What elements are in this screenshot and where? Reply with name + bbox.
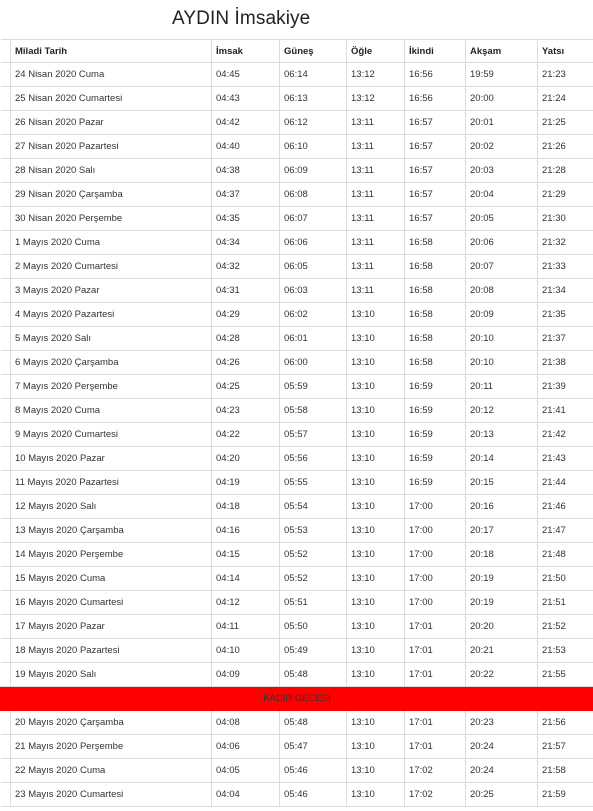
row-lead-cell [1, 639, 11, 663]
row-lead-cell [1, 279, 11, 303]
cell-date: 24 Nisan 2020 Cuma [11, 63, 212, 87]
row-lead-cell [1, 711, 11, 735]
cell-aksam: 20:20 [466, 615, 538, 639]
cell-date: 8 Mayıs 2020 Cuma [11, 399, 212, 423]
cell-yatsi: 21:44 [538, 471, 593, 495]
cell-date: 30 Nisan 2020 Perşembe [11, 207, 212, 231]
cell-gunes: 06:01 [280, 327, 347, 351]
cell-yatsi: 21:58 [538, 759, 593, 783]
cell-ogle: 13:12 [347, 87, 405, 111]
row-lead-cell [1, 615, 11, 639]
table-row [1, 327, 593, 351]
cell-gunes: 05:48 [280, 663, 347, 687]
cell-imsak: 04:08 [212, 711, 280, 735]
table-row [1, 495, 593, 519]
cell-date: 14 Mayıs 2020 Perşembe [11, 543, 212, 567]
cell-date: 1 Mayıs 2020 Cuma [11, 231, 212, 255]
cell-imsak: 04:05 [212, 759, 280, 783]
cell-gunes: 06:03 [280, 279, 347, 303]
imsakiye-table-container [0, 39, 593, 807]
cell-date: 18 Mayıs 2020 Pazartesi [11, 639, 212, 663]
cell-gunes: 06:02 [280, 303, 347, 327]
cell-ogle: 13:10 [347, 735, 405, 759]
cell-imsak: 04:11 [212, 615, 280, 639]
cell-ogle: 13:10 [347, 639, 405, 663]
cell-ogle: 13:10 [347, 591, 405, 615]
row-lead-cell [1, 303, 11, 327]
cell-ogle: 13:10 [347, 711, 405, 735]
cell-date: 28 Nisan 2020 Salı [11, 159, 212, 183]
cell-date: 11 Mayıs 2020 Pazartesi [11, 471, 212, 495]
cell-yatsi: 21:59 [538, 783, 593, 807]
cell-ikindi: 16:59 [405, 447, 466, 471]
cell-imsak: 04:38 [212, 159, 280, 183]
cell-ogle: 13:10 [347, 471, 405, 495]
table-row [1, 759, 593, 783]
cell-aksam: 20:21 [466, 639, 538, 663]
column-header-ikindi: İkindi [405, 40, 466, 63]
cell-date: 3 Mayıs 2020 Pazar [11, 279, 212, 303]
table-row [1, 423, 593, 447]
cell-ikindi: 16:57 [405, 111, 466, 135]
cell-ogle: 13:11 [347, 279, 405, 303]
column-header-aksam: Akşam [466, 40, 538, 63]
table-row [1, 519, 593, 543]
cell-yatsi: 21:26 [538, 135, 593, 159]
cell-yatsi: 21:46 [538, 495, 593, 519]
cell-ikindi: 16:59 [405, 399, 466, 423]
cell-ikindi: 17:02 [405, 759, 466, 783]
cell-ikindi: 17:02 [405, 783, 466, 807]
table-row [1, 279, 593, 303]
cell-yatsi: 21:30 [538, 207, 593, 231]
column-header-ogle: Öğle [347, 40, 405, 63]
cell-ikindi: 16:58 [405, 303, 466, 327]
cell-ikindi: 16:57 [405, 159, 466, 183]
cell-aksam: 20:22 [466, 663, 538, 687]
cell-aksam: 20:17 [466, 519, 538, 543]
cell-yatsi: 21:39 [538, 375, 593, 399]
cell-yatsi: 21:25 [538, 111, 593, 135]
cell-gunes: 06:13 [280, 87, 347, 111]
table-row [1, 447, 593, 471]
table-row [1, 639, 593, 663]
table-row [1, 471, 593, 495]
cell-ogle: 13:11 [347, 231, 405, 255]
table-row [1, 591, 593, 615]
cell-ikindi: 17:00 [405, 591, 466, 615]
cell-gunes: 06:06 [280, 231, 347, 255]
cell-ikindi: 16:58 [405, 255, 466, 279]
row-lead-cell [1, 735, 11, 759]
row-lead-cell [1, 40, 11, 63]
cell-date: 29 Nisan 2020 Çarşamba [11, 183, 212, 207]
cell-gunes: 05:55 [280, 471, 347, 495]
cell-aksam: 20:00 [466, 87, 538, 111]
cell-gunes: 05:53 [280, 519, 347, 543]
cell-imsak: 04:26 [212, 351, 280, 375]
cell-imsak: 04:09 [212, 663, 280, 687]
cell-aksam: 20:16 [466, 495, 538, 519]
cell-imsak: 04:04 [212, 783, 280, 807]
cell-ikindi: 16:58 [405, 231, 466, 255]
cell-ikindi: 16:57 [405, 135, 466, 159]
cell-date: 7 Mayıs 2020 Perşembe [11, 375, 212, 399]
column-header-yatsi: Yatsı [538, 40, 593, 63]
cell-yatsi: 21:52 [538, 615, 593, 639]
cell-yatsi: 21:28 [538, 159, 593, 183]
cell-imsak: 04:06 [212, 735, 280, 759]
cell-gunes: 05:46 [280, 759, 347, 783]
cell-yatsi: 21:53 [538, 639, 593, 663]
cell-imsak: 04:28 [212, 327, 280, 351]
cell-gunes: 05:57 [280, 423, 347, 447]
cell-aksam: 20:19 [466, 591, 538, 615]
table-row [1, 159, 593, 183]
cell-yatsi: 21:38 [538, 351, 593, 375]
cell-ikindi: 17:01 [405, 639, 466, 663]
cell-date: 21 Mayıs 2020 Perşembe [11, 735, 212, 759]
cell-date: 16 Mayıs 2020 Cumartesi [11, 591, 212, 615]
table-row [1, 207, 593, 231]
cell-date: 23 Mayıs 2020 Cumartesi [11, 783, 212, 807]
cell-imsak: 04:42 [212, 111, 280, 135]
table-row [1, 303, 593, 327]
row-lead-cell [1, 255, 11, 279]
cell-gunes: 05:52 [280, 567, 347, 591]
cell-ikindi: 16:57 [405, 207, 466, 231]
cell-ikindi: 16:58 [405, 351, 466, 375]
cell-ikindi: 16:59 [405, 375, 466, 399]
row-lead-cell [1, 327, 11, 351]
cell-ogle: 13:10 [347, 615, 405, 639]
cell-ogle: 13:10 [347, 327, 405, 351]
table-row [1, 711, 593, 735]
cell-date: 22 Mayıs 2020 Cuma [11, 759, 212, 783]
table-row [1, 567, 593, 591]
cell-imsak: 04:16 [212, 519, 280, 543]
row-lead-cell [1, 447, 11, 471]
cell-imsak: 04:18 [212, 495, 280, 519]
cell-imsak: 04:40 [212, 135, 280, 159]
cell-imsak: 04:20 [212, 447, 280, 471]
table-row [1, 783, 593, 807]
row-lead-cell [1, 231, 11, 255]
table-row [1, 231, 593, 255]
row-lead-cell [1, 783, 11, 807]
cell-gunes: 05:58 [280, 399, 347, 423]
cell-ikindi: 16:58 [405, 279, 466, 303]
cell-ikindi: 17:01 [405, 615, 466, 639]
cell-date: 25 Nisan 2020 Cumartesi [11, 87, 212, 111]
cell-yatsi: 21:35 [538, 303, 593, 327]
cell-aksam: 20:24 [466, 735, 538, 759]
cell-aksam: 19:59 [466, 63, 538, 87]
cell-date: 2 Mayıs 2020 Cumartesi [11, 255, 212, 279]
cell-gunes: 05:56 [280, 447, 347, 471]
table-row [1, 111, 593, 135]
cell-yatsi: 21:43 [538, 447, 593, 471]
row-lead-cell [1, 495, 11, 519]
cell-ogle: 13:10 [347, 519, 405, 543]
cell-ogle: 13:10 [347, 663, 405, 687]
cell-date: 6 Mayıs 2020 Çarşamba [11, 351, 212, 375]
cell-ikindi: 17:01 [405, 735, 466, 759]
cell-yatsi: 21:41 [538, 399, 593, 423]
table-row [1, 735, 593, 759]
cell-imsak: 04:34 [212, 231, 280, 255]
cell-imsak: 04:29 [212, 303, 280, 327]
cell-yatsi: 21:56 [538, 711, 593, 735]
cell-date: 17 Mayıs 2020 Pazar [11, 615, 212, 639]
cell-aksam: 20:06 [466, 231, 538, 255]
table-row [1, 255, 593, 279]
cell-ogle: 13:11 [347, 135, 405, 159]
row-lead-cell [1, 519, 11, 543]
cell-date: 15 Mayıs 2020 Cuma [11, 567, 212, 591]
cell-imsak: 04:12 [212, 591, 280, 615]
row-lead-cell [1, 135, 11, 159]
cell-imsak: 04:37 [212, 183, 280, 207]
cell-yatsi: 21:57 [538, 735, 593, 759]
cell-ogle: 13:10 [347, 399, 405, 423]
cell-gunes: 06:10 [280, 135, 347, 159]
cell-date: 12 Mayıs 2020 Salı [11, 495, 212, 519]
cell-aksam: 20:24 [466, 759, 538, 783]
cell-yatsi: 21:23 [538, 63, 593, 87]
table-row [1, 663, 593, 687]
cell-gunes: 06:14 [280, 63, 347, 87]
table-row [1, 615, 593, 639]
cell-date: 10 Mayıs 2020 Pazar [11, 447, 212, 471]
cell-ogle: 13:10 [347, 567, 405, 591]
cell-aksam: 20:01 [466, 111, 538, 135]
cell-ikindi: 16:56 [405, 87, 466, 111]
cell-gunes: 06:08 [280, 183, 347, 207]
cell-ogle: 13:12 [347, 63, 405, 87]
cell-aksam: 20:07 [466, 255, 538, 279]
cell-aksam: 20:03 [466, 159, 538, 183]
cell-aksam: 20:12 [466, 399, 538, 423]
cell-date: 20 Mayıs 2020 Çarşamba [11, 711, 212, 735]
cell-aksam: 20:14 [466, 447, 538, 471]
cell-yatsi: 21:29 [538, 183, 593, 207]
cell-gunes: 05:48 [280, 711, 347, 735]
table-row [1, 399, 593, 423]
cell-date: 27 Nisan 2020 Pazartesi [11, 135, 212, 159]
cell-ikindi: 17:00 [405, 495, 466, 519]
cell-date: 13 Mayıs 2020 Çarşamba [11, 519, 212, 543]
cell-gunes: 06:00 [280, 351, 347, 375]
cell-ogle: 13:10 [347, 351, 405, 375]
cell-imsak: 04:32 [212, 255, 280, 279]
column-header-imsak: İmsak [212, 40, 280, 63]
cell-gunes: 05:52 [280, 543, 347, 567]
row-lead-cell [1, 183, 11, 207]
cell-yatsi: 21:50 [538, 567, 593, 591]
row-lead-cell [1, 399, 11, 423]
table-row [1, 183, 593, 207]
cell-ikindi: 16:58 [405, 327, 466, 351]
cell-yatsi: 21:32 [538, 231, 593, 255]
cell-aksam: 20:08 [466, 279, 538, 303]
cell-ogle: 13:10 [347, 447, 405, 471]
cell-yatsi: 21:34 [538, 279, 593, 303]
cell-aksam: 20:11 [466, 375, 538, 399]
cell-aksam: 20:19 [466, 567, 538, 591]
row-lead-cell [1, 207, 11, 231]
cell-gunes: 05:51 [280, 591, 347, 615]
cell-date: 19 Mayıs 2020 Salı [11, 663, 212, 687]
cell-gunes: 05:47 [280, 735, 347, 759]
page-title: AYDIN İmsakiye [172, 8, 311, 29]
cell-ogle: 13:11 [347, 111, 405, 135]
cell-imsak: 04:43 [212, 87, 280, 111]
cell-imsak: 04:45 [212, 63, 280, 87]
cell-yatsi: 21:55 [538, 663, 593, 687]
cell-aksam: 20:10 [466, 327, 538, 351]
cell-ikindi: 17:00 [405, 567, 466, 591]
table-body [1, 63, 593, 807]
row-lead-cell [1, 375, 11, 399]
table-header-row [1, 40, 593, 63]
table-row [1, 87, 593, 111]
row-lead-cell [1, 543, 11, 567]
row-lead-cell [1, 87, 11, 111]
cell-ogle: 13:10 [347, 423, 405, 447]
row-lead-cell [1, 159, 11, 183]
table-row [1, 375, 593, 399]
cell-gunes: 05:49 [280, 639, 347, 663]
row-lead-cell [1, 663, 11, 687]
cell-ogle: 13:10 [347, 375, 405, 399]
cell-yatsi: 21:42 [538, 423, 593, 447]
cell-ogle: 13:11 [347, 207, 405, 231]
cell-ikindi: 17:01 [405, 711, 466, 735]
row-lead-cell [1, 423, 11, 447]
row-lead-cell [1, 567, 11, 591]
row-lead-cell [1, 63, 11, 87]
cell-ogle: 13:11 [347, 183, 405, 207]
cell-gunes: 06:07 [280, 207, 347, 231]
cell-date: 5 Mayıs 2020 Salı [11, 327, 212, 351]
cell-gunes: 05:50 [280, 615, 347, 639]
cell-ikindi: 16:57 [405, 183, 466, 207]
cell-ikindi: 16:59 [405, 471, 466, 495]
cell-imsak: 04:19 [212, 471, 280, 495]
cell-imsak: 04:22 [212, 423, 280, 447]
cell-ogle: 13:10 [347, 543, 405, 567]
cell-date: 4 Mayıs 2020 Pazartesi [11, 303, 212, 327]
column-header-date: Miladi Tarih [11, 40, 212, 63]
cell-gunes: 05:59 [280, 375, 347, 399]
cell-aksam: 20:10 [466, 351, 538, 375]
cell-ogle: 13:10 [347, 783, 405, 807]
cell-ogle: 13:10 [347, 303, 405, 327]
cell-yatsi: 21:51 [538, 591, 593, 615]
special-night-row [1, 687, 593, 711]
table-row [1, 351, 593, 375]
cell-aksam: 20:15 [466, 471, 538, 495]
row-lead-cell [1, 111, 11, 135]
cell-date: 9 Mayıs 2020 Cumartesi [11, 423, 212, 447]
cell-aksam: 20:09 [466, 303, 538, 327]
cell-yatsi: 21:48 [538, 543, 593, 567]
special-night-label: KADIR GECESI [1, 687, 593, 711]
cell-ogle: 13:11 [347, 255, 405, 279]
cell-aksam: 20:18 [466, 543, 538, 567]
cell-gunes: 05:46 [280, 783, 347, 807]
cell-yatsi: 21:47 [538, 519, 593, 543]
column-header-gunes: Güneş [280, 40, 347, 63]
cell-imsak: 04:14 [212, 567, 280, 591]
cell-aksam: 20:25 [466, 783, 538, 807]
cell-yatsi: 21:33 [538, 255, 593, 279]
cell-ogle: 13:10 [347, 759, 405, 783]
cell-ikindi: 17:00 [405, 543, 466, 567]
row-lead-cell [1, 351, 11, 375]
cell-aksam: 20:23 [466, 711, 538, 735]
cell-ikindi: 16:59 [405, 423, 466, 447]
cell-imsak: 04:15 [212, 543, 280, 567]
cell-gunes: 06:12 [280, 111, 347, 135]
cell-ikindi: 16:56 [405, 63, 466, 87]
row-lead-cell [1, 759, 11, 783]
cell-imsak: 04:25 [212, 375, 280, 399]
cell-date: 26 Nisan 2020 Pazar [11, 111, 212, 135]
row-lead-cell [1, 471, 11, 495]
cell-ikindi: 17:01 [405, 663, 466, 687]
cell-gunes: 06:05 [280, 255, 347, 279]
table-row [1, 63, 593, 87]
cell-ogle: 13:11 [347, 159, 405, 183]
cell-aksam: 20:02 [466, 135, 538, 159]
cell-gunes: 06:09 [280, 159, 347, 183]
cell-imsak: 04:35 [212, 207, 280, 231]
cell-imsak: 04:23 [212, 399, 280, 423]
cell-imsak: 04:10 [212, 639, 280, 663]
cell-yatsi: 21:24 [538, 87, 593, 111]
cell-gunes: 05:54 [280, 495, 347, 519]
cell-aksam: 20:04 [466, 183, 538, 207]
cell-ikindi: 17:00 [405, 519, 466, 543]
cell-yatsi: 21:37 [538, 327, 593, 351]
row-lead-cell [1, 591, 11, 615]
cell-aksam: 20:13 [466, 423, 538, 447]
imsakiye-table [0, 39, 593, 807]
table-row [1, 543, 593, 567]
table-row [1, 135, 593, 159]
cell-ogle: 13:10 [347, 495, 405, 519]
cell-imsak: 04:31 [212, 279, 280, 303]
cell-aksam: 20:05 [466, 207, 538, 231]
